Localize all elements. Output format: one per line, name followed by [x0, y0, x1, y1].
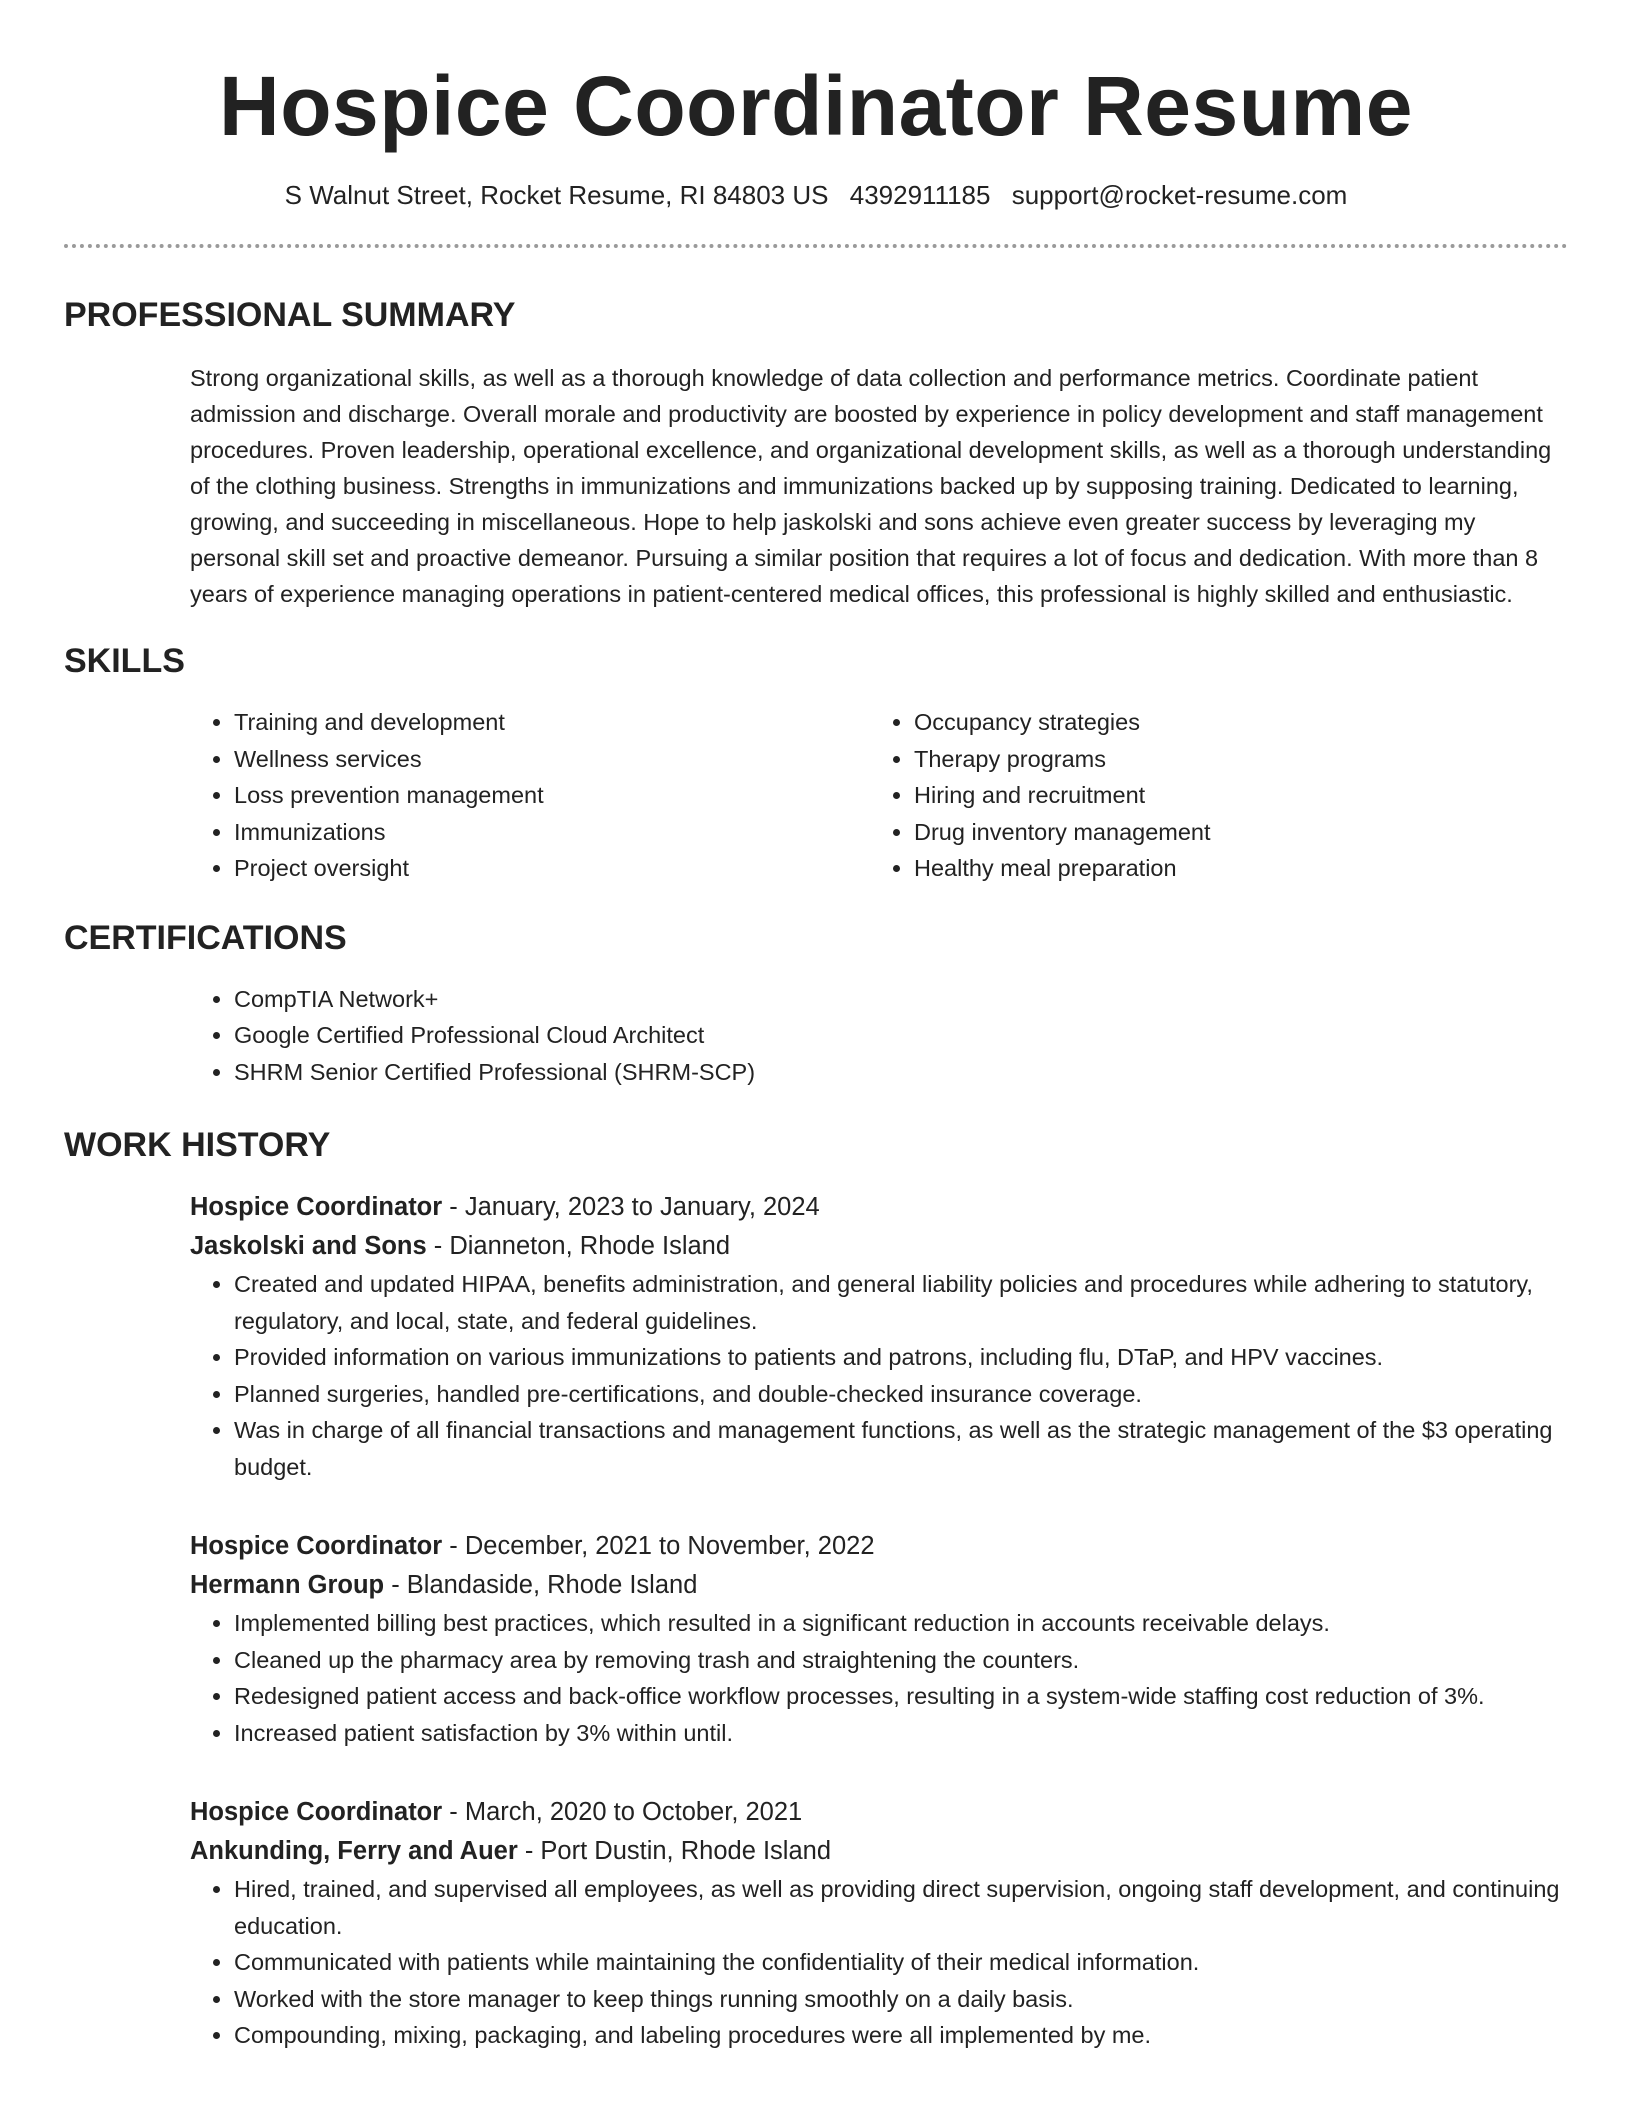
- job-duties: [190, 1605, 1568, 1751]
- job-duty: • Was in charge of all financial transactions and management functions, as well as the strategic management of the $3 operating budget.: [234, 1412, 1568, 1485]
- skill-item: • Drug inventory management: [914, 814, 1568, 851]
- job-duty: • Hired, trained, and supervised all employees, as well as providing direct supervision, ongoing staff development, and continuing education.: [234, 1871, 1568, 1944]
- job-company-line: [190, 1832, 1568, 1871]
- job-dates: - December, 2021 to November, 2022: [442, 1532, 875, 1560]
- skills-list: [190, 704, 1568, 887]
- certification-item: • CompTIA Network+: [234, 981, 1568, 1018]
- skill-item: • Therapy programs: [914, 741, 1568, 778]
- skill-item: • Training and development: [234, 704, 870, 741]
- job-duty: • Implemented billing best practices, which resulted in a significant reduction in accounts receivable delays.: [234, 1605, 1568, 1642]
- job-duty: • Worked with the store manager to keep things running smoothly on a daily basis.: [234, 1981, 1568, 2018]
- contact-email: support@rocket-resume.com: [1011, 180, 1348, 210]
- skills-heading: SKILLS: [64, 642, 185, 680]
- job-duty: • Communicated with patients while maintaining the confidentiality of their medical information.: [234, 1944, 1568, 1981]
- certifications-heading: CERTIFICATIONS: [64, 918, 347, 957]
- job-duty: • Created and updated HIPAA, benefits administration, and general liability policies and procedures while adhering to statutory, regulatory, and local, state, and federal guidelines.: [234, 1266, 1568, 1339]
- resume-title: Hospice Coordinator Resume: [219, 59, 1413, 153]
- job-dates: - March, 2020 to October, 2021: [442, 1798, 803, 1826]
- job-location: - Port Dustin, Rhode Island: [517, 1837, 831, 1865]
- job-duty: • Planned surgeries, handled pre-certifications, and double-checked insurance coverage.: [234, 1376, 1568, 1413]
- skill-item: • Wellness services: [234, 741, 870, 778]
- summary-heading: PROFESSIONAL SUMMARY: [64, 296, 516, 334]
- job-entry: [190, 1527, 1568, 1751]
- skill-item: • Immunizations: [234, 814, 870, 851]
- job-company: Ankunding, Ferry and Auer: [190, 1837, 518, 1865]
- contact-info: [64, 178, 1568, 212]
- skill-item: • Healthy meal preparation: [914, 850, 1568, 887]
- job-duties: [190, 1266, 1568, 1485]
- certification-item: • SHRM Senior Certified Professional (SHRM-SCP): [234, 1054, 1568, 1091]
- job-company-line: [190, 1227, 1568, 1266]
- skill-item: • Loss prevention management: [234, 777, 870, 814]
- job-entry: [190, 1793, 1568, 2054]
- job-title-line: [190, 1527, 1568, 1566]
- work-history-heading: WORK HISTORY: [64, 1126, 331, 1164]
- skills-column-right: [870, 704, 1568, 887]
- job-role: Hospice Coordinator: [190, 1798, 443, 1826]
- job-role: Hospice Coordinator: [190, 1532, 443, 1560]
- skills-column-left: [190, 704, 870, 887]
- job-duty: • Cleaned up the pharmacy area by removing trash and straightening the counters.: [234, 1642, 1568, 1679]
- job-location: - Dianneton, Rhode Island: [426, 1232, 731, 1260]
- skill-item: • Project oversight: [234, 850, 870, 887]
- job-company: Hermann Group: [190, 1571, 385, 1599]
- contact-phone: 4392911185: [849, 180, 991, 210]
- certifications-list: [190, 981, 1568, 1091]
- job-location: - Blandaside, Rhode Island: [384, 1571, 698, 1599]
- certification-item: • Google Certified Professional Cloud Architect: [234, 1017, 1568, 1054]
- contact-address: S Walnut Street, Rocket Resume, RI 84803 US: [284, 180, 829, 210]
- job-title-line: [190, 1793, 1568, 1832]
- job-title-line: [190, 1188, 1568, 1227]
- job-company-line: [190, 1566, 1568, 1605]
- job-duty: • Compounding, mixing, packaging, and labeling procedures were all implemented by me.: [234, 2017, 1568, 2054]
- job-company: Jaskolski and Sons: [190, 1232, 427, 1260]
- job-role: Hospice Coordinator: [190, 1193, 443, 1221]
- job-duty: • Redesigned patient access and back-office workflow processes, resulting in a system-wide staffing cost reduction of 3%.: [234, 1678, 1568, 1715]
- job-dates: - January, 2023 to January, 2024: [442, 1193, 820, 1221]
- header-divider: [64, 244, 1568, 248]
- job-duty: • Provided information on various immunizations to patients and patrons, including flu, DTaP, and HPV vaccines.: [234, 1339, 1568, 1376]
- job-entry: [190, 1188, 1568, 1485]
- summary-text: Strong organizational skills, as well as a thorough knowledge of data collection and performance metrics. Coordinate patient admission and discharge. Overall morale and productivity are boosted by experience in policy development and staff management procedures. Proven leadership, operational excellence, and organizational development skills, as well as a thorough understanding of the clothing business. Strengths in immunizations and immunizations backed up by supposing training. Dedicated to learning, growing, and succeeding in miscellaneous. Hope to help jaskolski and sons achieve even greater success by leveraging my personal skill set and proactive demeanor. Pursuing a similar position that requires a lot of focus and dedication. With more than 8 years of experience managing operations in patient-centered medical offices, this professional is highly skilled and enthusiastic.: [190, 365, 1552, 607]
- job-duty: • Increased patient satisfaction by 3% within until.: [234, 1715, 1568, 1752]
- skill-item: • Hiring and recruitment: [914, 777, 1568, 814]
- skill-item: • Occupancy strategies: [914, 704, 1568, 741]
- job-duties: [190, 1871, 1568, 2054]
